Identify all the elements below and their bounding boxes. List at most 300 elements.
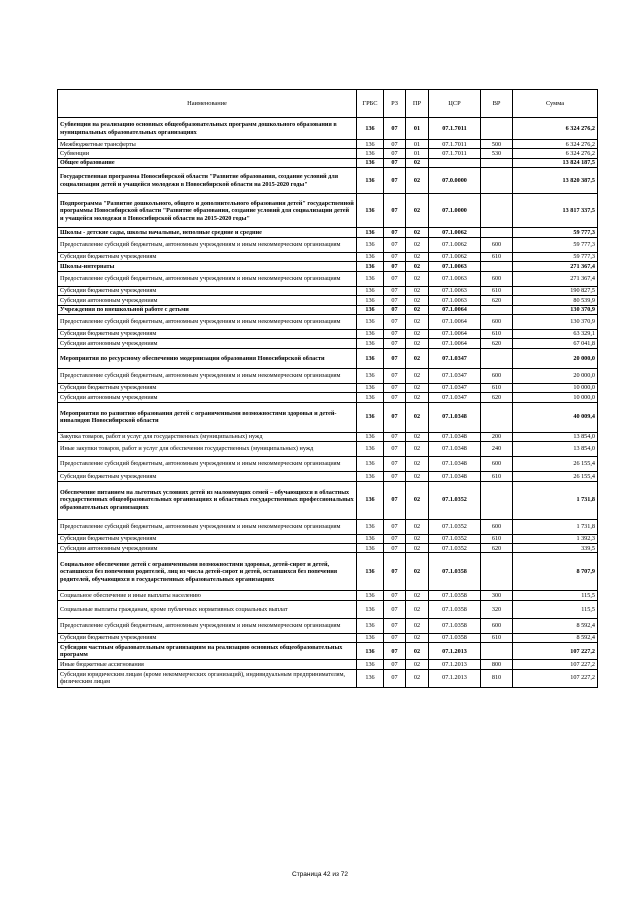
row-vr: 600 bbox=[481, 271, 513, 286]
row-name: Предоставление субсидий бюджетным, автономным учреждениям и иным некоммерческим организациям bbox=[58, 271, 357, 286]
row-grbs: 136 bbox=[357, 383, 384, 392]
row-vr: 610 bbox=[481, 534, 513, 543]
row-vr: 610 bbox=[481, 633, 513, 642]
row-grbs: 136 bbox=[357, 600, 384, 618]
row-rz: 07 bbox=[384, 329, 406, 338]
row-name: Субвенции bbox=[58, 149, 357, 158]
row-rz: 07 bbox=[384, 633, 406, 642]
table-row bbox=[58, 472, 598, 481]
row-csr: 07.1.0000 bbox=[429, 194, 481, 228]
row-vr bbox=[481, 348, 513, 368]
row-name: Межбюджетные трансферты bbox=[58, 140, 357, 149]
header-pr: ПР bbox=[406, 90, 429, 118]
row-pr: 02 bbox=[406, 228, 429, 237]
row-grbs: 136 bbox=[357, 262, 384, 271]
row-rz: 07 bbox=[384, 262, 406, 271]
row-grbs: 136 bbox=[357, 432, 384, 441]
row-csr: 07.1.0358 bbox=[429, 591, 481, 600]
row-name: Мероприятия по ресурсному обеспечению модернизации образования Новосибирской области bbox=[58, 348, 357, 368]
row-pr: 02 bbox=[406, 348, 429, 368]
row-csr: 07.1.0347 bbox=[429, 368, 481, 383]
row-pr: 02 bbox=[406, 544, 429, 553]
row-grbs: 136 bbox=[357, 252, 384, 261]
row-name: Социальное обеспечение детей с ограниченными возможностями здоровья, детей-сирот и детей, оставшихся без попечения родителей, лиц из числа детей-сирот и детей, оставшихся без попечения родителей, обучающихся в государственных образовательных организациях bbox=[58, 553, 357, 591]
row-vr: 300 bbox=[481, 591, 513, 600]
row-sum: 10 000,0 bbox=[513, 393, 598, 402]
row-sum: 190 827,5 bbox=[513, 286, 598, 295]
row-rz: 07 bbox=[384, 600, 406, 618]
table-row bbox=[58, 432, 598, 441]
row-rz: 07 bbox=[384, 481, 406, 519]
row-csr: 07.1.0358 bbox=[429, 553, 481, 591]
row-vr: 600 bbox=[481, 618, 513, 633]
row-vr: 600 bbox=[481, 368, 513, 383]
row-name: Предоставление субсидий бюджетным, автономным учреждениям и иным некоммерческим организациям bbox=[58, 237, 357, 252]
row-vr: 500 bbox=[481, 140, 513, 149]
row-vr: 600 bbox=[481, 314, 513, 329]
table-row bbox=[58, 296, 598, 305]
row-pr: 02 bbox=[406, 591, 429, 600]
row-pr: 02 bbox=[406, 481, 429, 519]
table-row bbox=[58, 643, 598, 660]
row-csr: 07.1.0062 bbox=[429, 228, 481, 237]
row-vr: 610 bbox=[481, 286, 513, 295]
row-sum: 10 000,0 bbox=[513, 383, 598, 392]
table-row bbox=[58, 457, 598, 472]
row-pr: 02 bbox=[406, 383, 429, 392]
row-grbs: 136 bbox=[357, 237, 384, 252]
table-row bbox=[58, 660, 598, 669]
row-csr: 07.1.0348 bbox=[429, 432, 481, 441]
row-vr: 620 bbox=[481, 393, 513, 402]
row-vr: 610 bbox=[481, 252, 513, 261]
row-name: Субсидии бюджетным учреждениям bbox=[58, 383, 357, 392]
row-sum: 67 041,8 bbox=[513, 339, 598, 348]
row-vr: 610 bbox=[481, 383, 513, 392]
row-name: Субсидии бюджетным учреждениям bbox=[58, 252, 357, 261]
table-row bbox=[58, 237, 598, 252]
row-csr: 07.1.0348 bbox=[429, 442, 481, 457]
row-rz: 07 bbox=[384, 457, 406, 472]
row-name: Субсидии бюджетным учреждениям bbox=[58, 534, 357, 543]
row-pr: 02 bbox=[406, 237, 429, 252]
row-name: Социальное обеспечение и иные выплаты населению bbox=[58, 591, 357, 600]
row-rz: 07 bbox=[384, 228, 406, 237]
row-name: Субсидии автономным учреждениям bbox=[58, 339, 357, 348]
row-csr: 07.1.0063 bbox=[429, 286, 481, 295]
row-rz: 07 bbox=[384, 314, 406, 329]
row-rz: 07 bbox=[384, 237, 406, 252]
table-row bbox=[58, 252, 598, 261]
table-row bbox=[58, 481, 598, 519]
header-sum: Сумма bbox=[513, 90, 598, 118]
table-row bbox=[58, 194, 598, 228]
row-sum: 26 155,4 bbox=[513, 472, 598, 481]
row-sum: 80 539,9 bbox=[513, 296, 598, 305]
row-csr: 07.1.0063 bbox=[429, 262, 481, 271]
row-vr bbox=[481, 643, 513, 660]
row-csr: 07.1.0064 bbox=[429, 314, 481, 329]
row-vr: 610 bbox=[481, 472, 513, 481]
row-grbs: 136 bbox=[357, 534, 384, 543]
row-pr: 02 bbox=[406, 519, 429, 534]
row-grbs: 136 bbox=[357, 393, 384, 402]
row-grbs: 136 bbox=[357, 158, 384, 167]
row-pr: 02 bbox=[406, 168, 429, 194]
row-csr: 07.1.0063 bbox=[429, 296, 481, 305]
row-csr: 07.1.0063 bbox=[429, 271, 481, 286]
row-grbs: 136 bbox=[357, 457, 384, 472]
table-row bbox=[58, 118, 598, 140]
row-sum: 8 707,9 bbox=[513, 553, 598, 591]
row-grbs: 136 bbox=[357, 149, 384, 158]
header-grbs: ГРБС bbox=[357, 90, 384, 118]
row-grbs: 136 bbox=[357, 271, 384, 286]
row-grbs: 136 bbox=[357, 348, 384, 368]
row-rz: 07 bbox=[384, 618, 406, 633]
row-vr bbox=[481, 194, 513, 228]
header-name: Наименование bbox=[58, 90, 357, 118]
row-csr: 07.1.0358 bbox=[429, 600, 481, 618]
table-row bbox=[58, 140, 598, 149]
row-grbs: 136 bbox=[357, 633, 384, 642]
row-pr: 02 bbox=[406, 252, 429, 261]
row-sum: 271 367,4 bbox=[513, 262, 598, 271]
row-rz: 07 bbox=[384, 402, 406, 432]
row-sum: 8 592,4 bbox=[513, 618, 598, 633]
row-rz: 07 bbox=[384, 534, 406, 543]
row-rz: 07 bbox=[384, 393, 406, 402]
row-pr: 02 bbox=[406, 271, 429, 286]
row-sum: 13 824 187,5 bbox=[513, 158, 598, 167]
row-vr: 600 bbox=[481, 457, 513, 472]
row-pr: 02 bbox=[406, 329, 429, 338]
row-name: Подпрограмма "Развитие дошкольного, общего и дополнительного образования детей" государственной программы Новосибирской области "Развитие образования, создание условий для социализации детей и учащейся молодежи в Новосибирской области на 2015-2020 годы" bbox=[58, 194, 357, 228]
row-grbs: 136 bbox=[357, 553, 384, 591]
row-name: Иные бюджетные ассигнования bbox=[58, 660, 357, 669]
row-name: Предоставление субсидий бюджетным, автономным учреждениям и иным некоммерческим организациям bbox=[58, 618, 357, 633]
header-rz: РЗ bbox=[384, 90, 406, 118]
row-csr: 07.1.0352 bbox=[429, 544, 481, 553]
row-sum: 107 227,2 bbox=[513, 660, 598, 669]
row-vr: 600 bbox=[481, 519, 513, 534]
row-pr: 02 bbox=[406, 457, 429, 472]
row-pr: 02 bbox=[406, 669, 429, 687]
row-pr: 02 bbox=[406, 600, 429, 618]
row-grbs: 136 bbox=[357, 618, 384, 633]
row-name: Предоставление субсидий бюджетным, автономным учреждениям и иным некоммерческим организациям bbox=[58, 457, 357, 472]
table-row bbox=[58, 339, 598, 348]
row-grbs: 136 bbox=[357, 286, 384, 295]
row-csr: 07.1.0064 bbox=[429, 339, 481, 348]
table-row bbox=[58, 286, 598, 295]
row-name: Субсидии автономным учреждениям bbox=[58, 544, 357, 553]
row-rz: 07 bbox=[384, 296, 406, 305]
row-pr: 02 bbox=[406, 158, 429, 167]
row-rz: 07 bbox=[384, 305, 406, 314]
row-grbs: 136 bbox=[357, 296, 384, 305]
row-csr: 07.1.2013 bbox=[429, 643, 481, 660]
row-name: Мероприятия по развитию образования детей с ограниченными возможностями здоровья и детей-инвалидов Новосибирской области bbox=[58, 402, 357, 432]
row-name: Обеспечение питанием на льготных условиях детей из малоимущих семей – обучающихся в областных государственных общеобразовательных организациях и областных государственных профессиональных образовательных организациях bbox=[58, 481, 357, 519]
header-csr: ЦСР bbox=[429, 90, 481, 118]
row-grbs: 136 bbox=[357, 544, 384, 553]
row-pr: 02 bbox=[406, 402, 429, 432]
row-grbs: 136 bbox=[357, 442, 384, 457]
row-rz: 07 bbox=[384, 194, 406, 228]
row-vr: 200 bbox=[481, 432, 513, 441]
table-row bbox=[58, 228, 598, 237]
row-grbs: 136 bbox=[357, 194, 384, 228]
row-csr: 07.1.0348 bbox=[429, 402, 481, 432]
row-vr bbox=[481, 305, 513, 314]
row-csr: 07.1.7011 bbox=[429, 140, 481, 149]
row-csr: 07.1.0064 bbox=[429, 305, 481, 314]
table-row bbox=[58, 262, 598, 271]
row-vr bbox=[481, 402, 513, 432]
row-name: Субвенции на реализацию основных общеобразовательных программ дошкольного образования в муниципальных образовательных организациях bbox=[58, 118, 357, 140]
row-name: Предоставление субсидий бюджетным, автономным учреждениям и иным некоммерческим организациям bbox=[58, 314, 357, 329]
row-rz: 07 bbox=[384, 271, 406, 286]
table-row bbox=[58, 271, 598, 286]
table-row bbox=[58, 600, 598, 618]
row-sum: 8 592,4 bbox=[513, 633, 598, 642]
row-sum: 115,5 bbox=[513, 600, 598, 618]
row-name: Общее образование bbox=[58, 158, 357, 167]
row-sum: 59 777,3 bbox=[513, 228, 598, 237]
row-rz: 07 bbox=[384, 158, 406, 167]
row-rz: 07 bbox=[384, 140, 406, 149]
row-csr: 07.0.0000 bbox=[429, 168, 481, 194]
row-sum: 1 731,8 bbox=[513, 519, 598, 534]
row-grbs: 136 bbox=[357, 339, 384, 348]
row-vr bbox=[481, 228, 513, 237]
row-csr: 07.1.0352 bbox=[429, 519, 481, 534]
row-grbs: 136 bbox=[357, 368, 384, 383]
row-grbs: 136 bbox=[357, 140, 384, 149]
row-sum: 6 324 276,2 bbox=[513, 118, 598, 140]
row-vr: 800 bbox=[481, 660, 513, 669]
row-name: Субсидии частным образовательным организациям на реализацию основных общеобразовательных программ bbox=[58, 643, 357, 660]
budget-table-container bbox=[57, 89, 597, 688]
table-row bbox=[58, 368, 598, 383]
row-sum: 339,5 bbox=[513, 544, 598, 553]
row-name: Государственная программа Новосибирской области "Развитие образования, создание условий для социализации детей и учащейся молодежи в Новосибирской области на 2015-2020 годы" bbox=[58, 168, 357, 194]
row-name: Субсидии бюджетным учреждениям bbox=[58, 472, 357, 481]
row-sum: 6 324 276,2 bbox=[513, 140, 598, 149]
row-pr: 02 bbox=[406, 368, 429, 383]
row-csr: 07.1.0347 bbox=[429, 348, 481, 368]
row-name: Субсидии юридическим лицам (кроме некоммерческих организаций), индивидуальным предпринимателям, физическим лицам bbox=[58, 669, 357, 687]
row-name: Закупка товаров, работ и услуг для государственных (муниципальных) нужд bbox=[58, 432, 357, 441]
row-rz: 07 bbox=[384, 339, 406, 348]
row-sum: 130 370,9 bbox=[513, 314, 598, 329]
table-row bbox=[58, 553, 598, 591]
row-vr bbox=[481, 481, 513, 519]
row-csr: 07.1.2013 bbox=[429, 669, 481, 687]
row-vr: 240 bbox=[481, 442, 513, 457]
table-row bbox=[58, 329, 598, 338]
row-sum: 271 367,4 bbox=[513, 271, 598, 286]
row-sum: 6 324 276,2 bbox=[513, 149, 598, 158]
row-grbs: 136 bbox=[357, 305, 384, 314]
row-name: Предоставление субсидий бюджетным, автономным учреждениям и иным некоммерческим организациям bbox=[58, 368, 357, 383]
row-rz: 07 bbox=[384, 544, 406, 553]
row-name: Иные закупки товаров, работ и услуг для обеспечения государственных (муниципальных) нужд bbox=[58, 442, 357, 457]
row-csr: 07.1.0347 bbox=[429, 383, 481, 392]
table-row bbox=[58, 348, 598, 368]
row-pr: 02 bbox=[406, 339, 429, 348]
row-pr: 02 bbox=[406, 296, 429, 305]
row-name: Субсидии автономным учреждениям bbox=[58, 393, 357, 402]
table-row bbox=[58, 591, 598, 600]
table-row bbox=[58, 534, 598, 543]
row-sum: 1 392,3 bbox=[513, 534, 598, 543]
row-sum: 59 777,3 bbox=[513, 237, 598, 252]
row-rz: 07 bbox=[384, 660, 406, 669]
row-pr: 02 bbox=[406, 432, 429, 441]
row-sum: 107 227,2 bbox=[513, 669, 598, 687]
row-csr: 07.1.0062 bbox=[429, 252, 481, 261]
row-sum: 13 817 337,5 bbox=[513, 194, 598, 228]
row-pr: 01 bbox=[406, 140, 429, 149]
row-sum: 13 820 387,5 bbox=[513, 168, 598, 194]
row-pr: 02 bbox=[406, 660, 429, 669]
row-grbs: 136 bbox=[357, 118, 384, 140]
row-sum: 26 155,4 bbox=[513, 457, 598, 472]
row-rz: 07 bbox=[384, 472, 406, 481]
row-rz: 07 bbox=[384, 252, 406, 261]
row-csr bbox=[429, 158, 481, 167]
row-grbs: 136 bbox=[357, 314, 384, 329]
row-csr: 07.1.0347 bbox=[429, 393, 481, 402]
table-row bbox=[58, 393, 598, 402]
row-sum: 20 000,0 bbox=[513, 348, 598, 368]
row-pr: 02 bbox=[406, 286, 429, 295]
row-csr: 07.1.0352 bbox=[429, 534, 481, 543]
row-rz: 07 bbox=[384, 149, 406, 158]
row-rz: 07 bbox=[384, 519, 406, 534]
row-pr: 02 bbox=[406, 618, 429, 633]
row-vr: 610 bbox=[481, 329, 513, 338]
row-rz: 07 bbox=[384, 348, 406, 368]
row-sum: 13 854,0 bbox=[513, 432, 598, 441]
row-vr: 620 bbox=[481, 296, 513, 305]
row-pr: 02 bbox=[406, 643, 429, 660]
row-grbs: 136 bbox=[357, 519, 384, 534]
row-grbs: 136 bbox=[357, 402, 384, 432]
page-number: Страница 42 из 72 bbox=[292, 871, 348, 878]
row-csr: 07.1.2013 bbox=[429, 660, 481, 669]
row-sum: 107 227,2 bbox=[513, 643, 598, 660]
row-sum: 1 731,8 bbox=[513, 481, 598, 519]
row-name: Субсидии бюджетным учреждениям bbox=[58, 633, 357, 642]
row-vr bbox=[481, 158, 513, 167]
row-grbs: 136 bbox=[357, 669, 384, 687]
row-csr: 07.1.0358 bbox=[429, 618, 481, 633]
row-name: Предоставление субсидий бюджетным, автономным учреждениям и иным некоммерческим организациям bbox=[58, 519, 357, 534]
table-body bbox=[58, 118, 598, 688]
row-name: Учреждения по внешкольной работе с детьми bbox=[58, 305, 357, 314]
row-sum: 20 000,0 bbox=[513, 368, 598, 383]
row-name: Школы - детские сады, школы начальные, неполные средние и средние bbox=[58, 228, 357, 237]
row-rz: 07 bbox=[384, 432, 406, 441]
budget-table bbox=[57, 89, 598, 688]
row-csr: 07.1.0348 bbox=[429, 472, 481, 481]
row-csr: 07.1.0062 bbox=[429, 237, 481, 252]
table-row bbox=[58, 519, 598, 534]
row-grbs: 136 bbox=[357, 660, 384, 669]
row-vr: 620 bbox=[481, 544, 513, 553]
row-rz: 07 bbox=[384, 286, 406, 295]
row-vr: 600 bbox=[481, 237, 513, 252]
row-grbs: 136 bbox=[357, 168, 384, 194]
row-pr: 02 bbox=[406, 442, 429, 457]
row-vr: 810 bbox=[481, 669, 513, 687]
row-rz: 07 bbox=[384, 442, 406, 457]
row-vr bbox=[481, 262, 513, 271]
row-name: Социальные выплаты гражданам, кроме публичных нормативных социальных выплат bbox=[58, 600, 357, 618]
row-sum: 59 777,3 bbox=[513, 252, 598, 261]
row-csr: 07.1.0352 bbox=[429, 481, 481, 519]
row-grbs: 136 bbox=[357, 643, 384, 660]
row-csr: 07.1.0358 bbox=[429, 633, 481, 642]
row-grbs: 136 bbox=[357, 481, 384, 519]
row-rz: 07 bbox=[384, 168, 406, 194]
row-csr: 07.1.0064 bbox=[429, 329, 481, 338]
row-pr: 02 bbox=[406, 314, 429, 329]
row-csr: 07.1.0348 bbox=[429, 457, 481, 472]
table-row bbox=[58, 544, 598, 553]
row-name: Школы-интернаты bbox=[58, 262, 357, 271]
row-pr: 02 bbox=[406, 262, 429, 271]
table-row bbox=[58, 158, 598, 167]
row-sum: 63 329,1 bbox=[513, 329, 598, 338]
row-rz: 07 bbox=[384, 591, 406, 600]
row-vr bbox=[481, 553, 513, 591]
row-vr: 530 bbox=[481, 149, 513, 158]
row-grbs: 136 bbox=[357, 472, 384, 481]
row-sum: 130 370,9 bbox=[513, 305, 598, 314]
row-pr: 02 bbox=[406, 472, 429, 481]
table-row bbox=[58, 618, 598, 633]
row-grbs: 136 bbox=[357, 329, 384, 338]
row-rz: 07 bbox=[384, 669, 406, 687]
table-row bbox=[58, 149, 598, 158]
row-pr: 02 bbox=[406, 305, 429, 314]
row-pr: 01 bbox=[406, 118, 429, 140]
row-pr: 01 bbox=[406, 149, 429, 158]
row-name: Субсидии бюджетным учреждениям bbox=[58, 329, 357, 338]
row-rz: 07 bbox=[384, 553, 406, 591]
table-row bbox=[58, 669, 598, 687]
row-pr: 02 bbox=[406, 633, 429, 642]
row-vr bbox=[481, 118, 513, 140]
row-sum: 115,5 bbox=[513, 591, 598, 600]
row-pr: 02 bbox=[406, 534, 429, 543]
row-csr: 07.1.7011 bbox=[429, 118, 481, 140]
row-sum: 40 009,4 bbox=[513, 402, 598, 432]
table-row bbox=[58, 383, 598, 392]
row-pr: 02 bbox=[406, 393, 429, 402]
table-row bbox=[58, 442, 598, 457]
row-sum: 13 854,0 bbox=[513, 442, 598, 457]
table-row bbox=[58, 402, 598, 432]
row-grbs: 136 bbox=[357, 228, 384, 237]
row-name: Субсидии бюджетным учреждениям bbox=[58, 286, 357, 295]
row-csr: 07.1.7011 bbox=[429, 149, 481, 158]
table-row bbox=[58, 305, 598, 314]
